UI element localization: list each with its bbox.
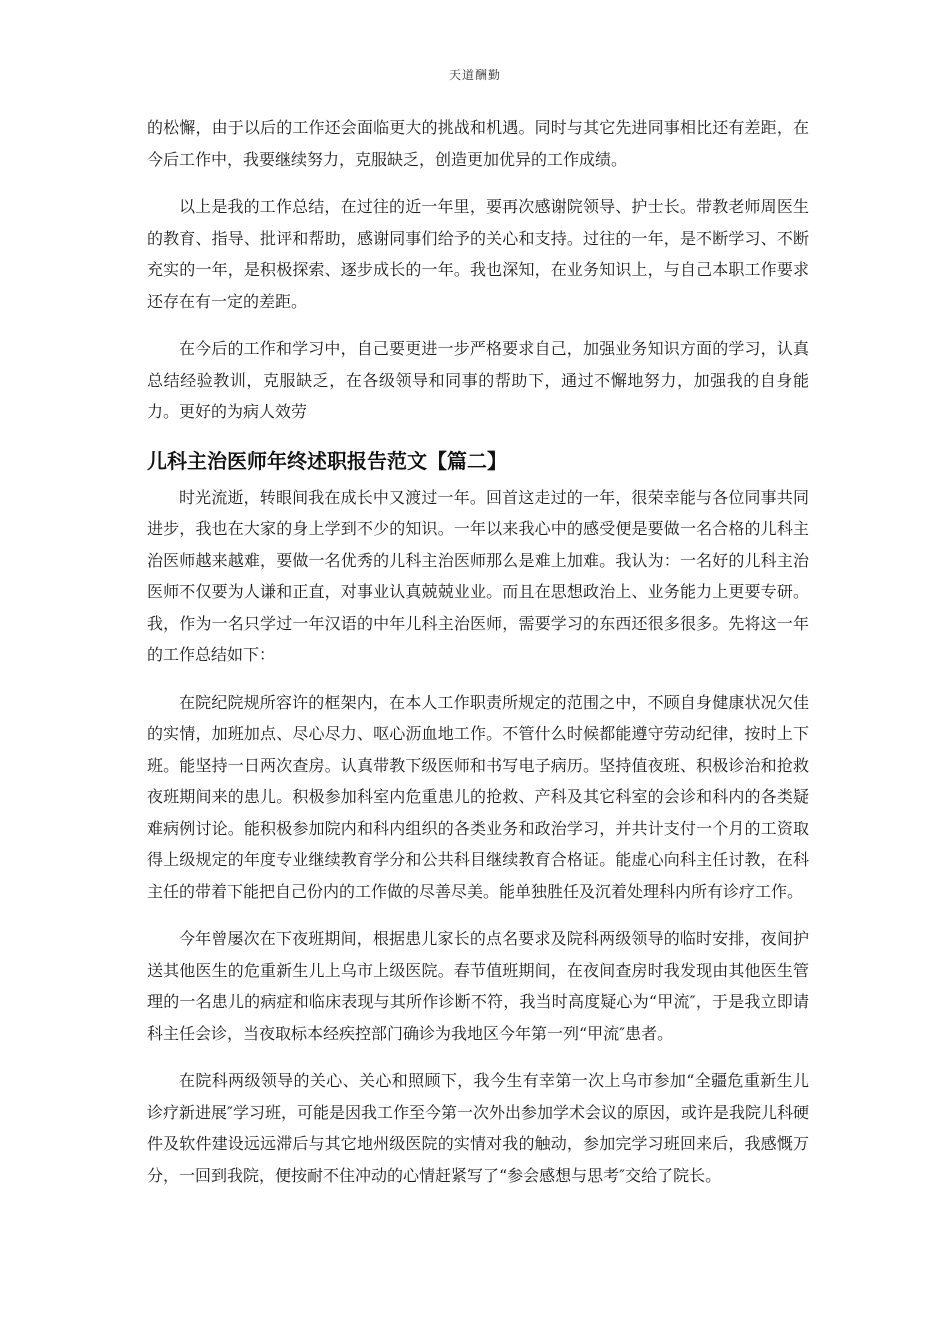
- paragraph-summary-thanks: 以上是我的工作总结，在过往的近一年里，要再次感谢院领导、护士长。带教老师周医生的教育、指导、批评和帮助，感谢同事们给予的关心和支持。过往的一年，是不断学习、不断充实的一年，是积极探索、逐步成长的一年。我也深知，在业务知识上，与自己本职工作要求还存在有一定的差距。: [147, 197, 809, 311]
- paragraph-continuation: 的松懈，由于以后的工作还会面临更大的挑战和机遇。同时与其它先进同事相比还有差距，在今后工作中，我要继续努力，克服缺乏，创造更加优异的工作成绩。: [147, 118, 809, 169]
- document-body: [147, 112, 809, 1207]
- paragraph-training: 在院科两级领导的关心、关心和照顾下，我今生有幸第一次上乌市参加“全疆危重新生儿诊疗新进展″学习班，可能是因我工作至今第一次外出参加学术会议的原因，或许是我院儿科硬件及软件建设远远滞后与其它地州级医院的实情对我的触动，参加完学习班回来后，我感慨万分，一回到我院，便按耐不住冲动的心情赶紧写了“参会感想与思考″交给了院长。: [147, 1071, 809, 1185]
- paragraph-future-plans: 在今后的工作和学习中，自己要更进一步严格要求自己，加强业务知识方面的学习，认真总结经验教训，克服缺乏，在各级领导和同事的帮助下，通过不懈地努力，加强我的自身能力。更好的为病人效劳: [147, 339, 809, 421]
- paragraph-duties: 在院纪院规所容许的框架内，在本人工作职责所规定的范围之中，不顾自身健康状况欠佳的实情，加班加点、尽心尽力、呕心沥血地工作。不管什么时候都能遵守劳动纪律，按时上下班。能坚持一日两次查房。认真带教下级医师和书写电子病历。坚持值夜班、积极诊治和抢救夜班期间来的患儿。积极参加科室内危重患儿的抢救、产科及其它科室的会诊和科内的各类疑难病例讨论。能积极参加院内和科内组织的各类业务和政治学习，并共计支付一个月的工资取得上级规定的年度专业继续教育学分和公共科目继续教育合格证。能虚心向科主任讨教，在科主任的带着下能把自己份内的工作做的尽善尽美。能单独胜任及沉着处理科内所有诊疗工作。: [147, 692, 809, 901]
- paragraph-night-shift: 今年曾屡次在下夜班期间，根据患儿家长的点名要求及院科两级领导的临时安排，夜间护送其他医生的危重新生儿上乌市上级医院。春节值班期间，在夜间查房时我发现由其他医生管理的一名患儿的病症和临床表现与其所作诊断不符，我当时高度疑心为“甲流″，于是我立即请科主任会诊，当夜取标本经疾控部门确诊为我地区今年第一列“甲流″患者。: [147, 929, 809, 1043]
- paragraph-intro: 时光流逝，转眼间我在成长中又渡过一年。回首这走过的一年，很荣幸能与各位同事共同进步，我也在大家的身上学到不少的知识。一年以来我心中的感受便是要做一名合格的儿科主治医师越来越难，要做一名优秀的儿科主治医师那么是难上加难。我认为：一名好的儿科主治医师不仅要为人谦和正直，对事业认真兢兢业业。而且在思想政治上、业务能力上更要专研。我，作为一名只学过一年汉语的中年儿科主治医师，需要学习的东西还很多很多。先将这一年的工作总结如下：: [147, 487, 809, 664]
- page-header: 天道酬勤: [448, 68, 501, 82]
- section-heading: 儿科主治医师年终述职报告范文【篇二】: [147, 448, 507, 473]
